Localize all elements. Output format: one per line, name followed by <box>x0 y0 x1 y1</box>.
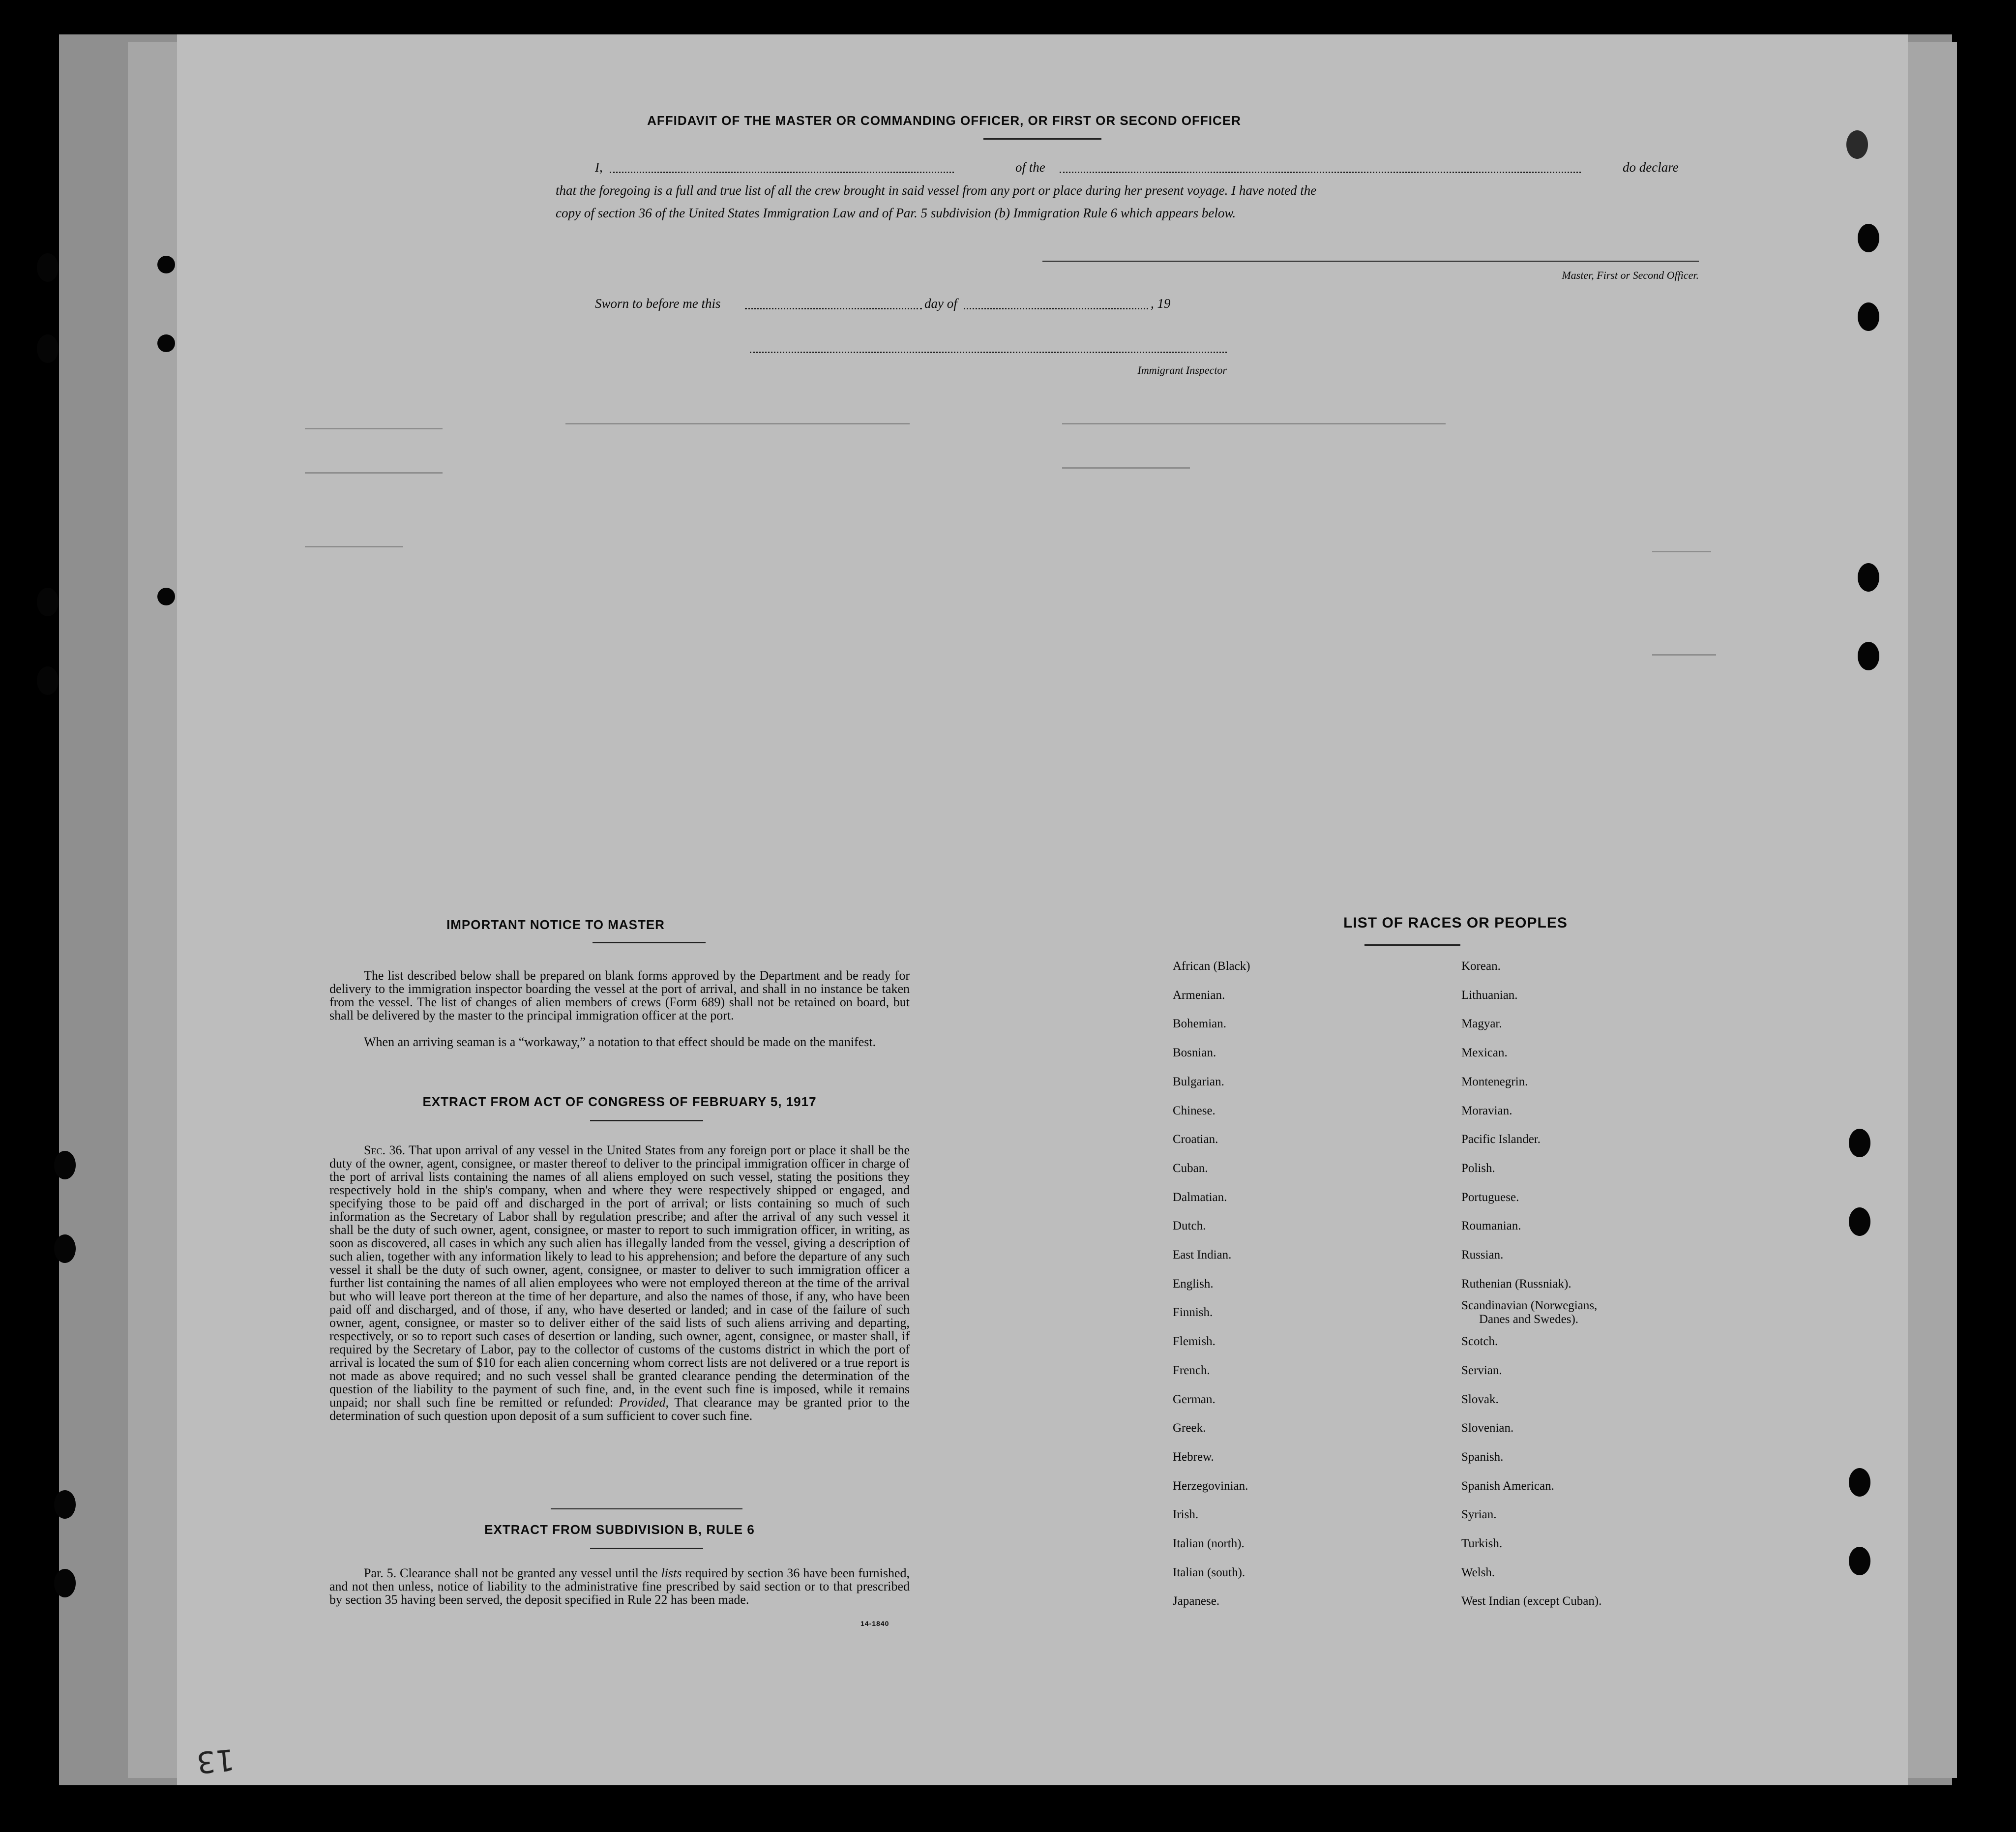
rule-heading: EXTRACT FROM SUBDIVISION B, RULE 6 <box>484 1522 755 1537</box>
notice-paragraph-2: When an arriving seaman is a “workaway,” a notation to that effect should be made on the manifest. <box>364 1035 876 1049</box>
binder-hole <box>1858 224 1879 252</box>
race-item-right: Servian. <box>1461 1363 1502 1377</box>
heading-underline <box>590 1120 703 1121</box>
form-number: 14-1840 <box>860 1620 889 1627</box>
binder-hole <box>1858 302 1879 331</box>
day-of-text: day of <box>924 296 957 311</box>
name-blank[interactable] <box>610 172 954 173</box>
section-36-text <box>329 1143 910 1422</box>
binder-hole <box>1849 1207 1870 1236</box>
race-item-left: Cuban. <box>1173 1161 1208 1175</box>
show-through-mark <box>1062 467 1190 469</box>
race-item-right: Scandinavian (Norwegians, <box>1461 1299 1598 1313</box>
affidavit-line3: copy of section 36 of the United States Immigration Law and of Par. 5 subdivision (b) Immigration Rule 6 which appears below. <box>556 206 1236 220</box>
heading-underline <box>983 138 1101 140</box>
race-item-left: Flemish. <box>1173 1335 1216 1349</box>
race-item-right: Slovenian. <box>1461 1421 1514 1435</box>
race-item-right: Mexican. <box>1461 1046 1508 1060</box>
race-item-right: Roumanian. <box>1461 1219 1521 1233</box>
binder-hole <box>54 1490 76 1519</box>
show-through-mark <box>305 472 443 474</box>
binder-hole <box>37 334 59 363</box>
race-item-left: Bosnian. <box>1173 1046 1216 1060</box>
show-through-mark <box>1062 423 1446 424</box>
race-item-right: Magyar. <box>1461 1017 1502 1031</box>
race-item-right: Moravian. <box>1461 1104 1512 1117</box>
binder-hole <box>157 334 175 352</box>
race-item-right: Spanish American. <box>1461 1479 1554 1493</box>
margin-page-number: 13 <box>195 1742 236 1780</box>
binder-hole <box>1858 642 1879 670</box>
race-item-left: African (Black) <box>1173 960 1250 973</box>
race-item-left: Japanese. <box>1173 1594 1220 1608</box>
race-item-left: Herzegovinian. <box>1173 1479 1248 1493</box>
affidavit-heading: AFFIDAVIT OF THE MASTER OR COMMANDING OFFICER, OR FIRST OR SECOND OFFICER <box>647 113 1241 128</box>
show-through-mark <box>1652 551 1711 552</box>
race-item-right: Welsh. <box>1461 1565 1495 1579</box>
affidavit-line2: that the foregoing is a full and true list of all the crew brought in said vessel from any port or place during her present voyage. I have noted the <box>556 183 1317 198</box>
race-item-right: Spanish. <box>1461 1450 1504 1464</box>
binder-hole <box>54 1234 76 1263</box>
race-item-left: Dutch. <box>1173 1219 1206 1233</box>
heading-underline <box>1364 944 1460 946</box>
binder-hole <box>54 1569 76 1597</box>
section-label: Sec. 36. <box>364 1143 405 1157</box>
race-item-left: Bulgarian. <box>1173 1075 1224 1088</box>
heading-underline <box>593 942 706 943</box>
race-item-left: Croatian. <box>1173 1133 1218 1146</box>
race-item-left: East Indian. <box>1173 1248 1232 1261</box>
rule-text-after: required by section 36 have been furnished, and not then unless, notice of liability to the administrative fine prescribed by said section or to that prescribed by section 35 having been served, the deposit specified in Rule 22 has been made. <box>329 1566 910 1607</box>
affidavit-line1-of-the: of the <box>1015 160 1045 175</box>
race-item-left: Greek. <box>1173 1421 1206 1435</box>
race-item-right: Korean. <box>1461 960 1501 973</box>
provided-label: Provided, <box>619 1395 669 1410</box>
notice-heading: IMPORTANT NOTICE TO MASTER <box>446 917 665 932</box>
race-item-left: Italian (south). <box>1173 1565 1245 1579</box>
race-item-right: Russian. <box>1461 1248 1504 1261</box>
provided-text: That clearance may be granted prior to the determination of such question upon deposit of a sum sufficient to cover such fine. <box>329 1395 910 1423</box>
race-item-left: Armenian. <box>1173 988 1225 1002</box>
heading-underline <box>590 1548 703 1549</box>
race-item-left: French. <box>1173 1363 1210 1377</box>
act-heading: EXTRACT FROM ACT OF CONGRESS OF FEBRUARY 5, 1917 <box>422 1094 817 1109</box>
race-item-right: Syrian. <box>1461 1508 1497 1522</box>
race-item-left: Italian (north). <box>1173 1537 1245 1550</box>
binder-hole <box>54 1151 76 1179</box>
race-item-right: Turkish. <box>1461 1537 1503 1550</box>
race-item-left: Chinese. <box>1173 1104 1216 1117</box>
show-through-mark <box>565 423 910 424</box>
race-item-left: English. <box>1173 1277 1214 1291</box>
section-divider <box>551 1508 742 1509</box>
show-through-mark <box>1652 654 1716 656</box>
race-item-right: Ruthenian (Russniak). <box>1461 1277 1571 1291</box>
race-item-right: Portuguese. <box>1461 1190 1519 1204</box>
inspector-line[interactable] <box>750 352 1227 353</box>
vessel-blank[interactable] <box>1060 172 1581 173</box>
binder-hole <box>37 666 59 695</box>
binder-hole <box>157 256 175 273</box>
sworn-text: Sworn to before me this <box>595 296 721 311</box>
race-item-right: Pacific Islander. <box>1461 1133 1541 1146</box>
show-through-mark <box>305 546 403 547</box>
race-item-left: Finnish. <box>1173 1306 1213 1320</box>
binder-hole <box>1858 563 1879 592</box>
race-item-left: Dalmatian. <box>1173 1190 1227 1204</box>
rule-paragraph <box>329 1566 910 1606</box>
signature-caption: Master, First or Second Officer. <box>1562 269 1699 281</box>
race-item-left: Hebrew. <box>1173 1450 1214 1464</box>
document-page <box>177 34 1908 1785</box>
binder-hole <box>1849 1129 1870 1157</box>
race-item-right: Scotch. <box>1461 1335 1498 1349</box>
binder-hole <box>37 588 59 616</box>
binder-hole <box>1849 1547 1870 1575</box>
affidavit-line1-i: I, <box>595 160 603 175</box>
binder-hole <box>1849 1468 1870 1497</box>
signature-line[interactable] <box>1042 261 1699 262</box>
day-blank[interactable] <box>745 308 922 309</box>
race-item-right: West Indian (except Cuban). <box>1461 1594 1602 1608</box>
race-item-right: Polish. <box>1461 1161 1495 1175</box>
race-item-right-continuation: Danes and Swedes). <box>1479 1313 1579 1326</box>
month-blank[interactable] <box>964 308 1148 309</box>
binder-hole <box>37 253 59 282</box>
rule-text-before: Par. 5. Clearance shall not be granted any vessel until the <box>364 1566 658 1580</box>
year-prefix: , 19 <box>1151 296 1171 311</box>
race-item-right: Lithuanian. <box>1461 988 1518 1002</box>
race-item-left: German. <box>1173 1392 1216 1406</box>
race-item-left: Irish. <box>1173 1508 1199 1522</box>
race-item-left: Bohemian. <box>1173 1017 1227 1031</box>
affidavit-line1-do-declare: do declare <box>1623 160 1679 175</box>
notice-paragraph-1: The list described below shall be prepared on blank forms approved by the Department and be ready for delivery to the immigration inspector boarding the vessel at the port of arrival, and shall in no instance be taken from the vessel. The list of changes of alien members of crews (Form 689) shall not be retained on board, but shall be delivered by the master to the principal immigration officer at the port. <box>329 968 910 1022</box>
inspector-caption: Immigrant Inspector <box>1137 364 1227 376</box>
race-item-right: Montenegrin. <box>1461 1075 1528 1088</box>
race-item-right: Slovak. <box>1461 1392 1499 1406</box>
show-through-mark <box>305 428 443 429</box>
rule-lists-word: lists <box>661 1566 682 1580</box>
races-heading: LIST OF RACES OR PEOPLES <box>1343 915 1568 931</box>
binder-hole <box>157 588 175 605</box>
section-body: That upon arrival of any vessel in the United States from any foreign port or place it shall be the duty of the owner, agent, consignee, or master thereof to deliver to the principal immigration officer in charge of the port of arrival lists containing the names of all aliens employed on such vessel, stating the positions they respectively hold in the ship's company, when and where they were respectively shipped or engaged, and specifying those to be paid off and discharged in the port of arrival; or lists containing so much of such information as the Secretary of Labor shall by regulation prescribe; and after the arrival of any such vessel it shall be the duty of such owner, agent, consignee, or master to report to such immigration officer, in writing, as soon as discovered, all cases in which any such alien has illegally landed from the vessel, giving a description of such alien, together with any information likely to lead to his apprehension; and before the departure of any such vessel it shall be the duty of such owner, agent, consignee, or master to deliver to such immigration officer a further list containing the names of all alien employees who were not employed thereon at the time of the arrival but who will leave port thereon at the time of her departure, and also the names of those, if any, who have been paid off and discharged, and of those, if any, who have deserted or landed; and in case of the failure of such owner, agent, consignee, or master so to deliver either of the said lists of such aliens arriving and departing, respectively, or so to report such cases of desertion or landing, such owner, agent, consignee, or master shall, if required by the Secretary of Labor, pay to the collector of customs of the customs district in which the port of arrival is located the sum of $10 for each alien concerning whom correct lists are not delivered or a true report is not made as above required; and no such vessel shall be granted clearance pending the determination of the question of the liability to the payment of such fine, and, in the event such fine is imposed, while it remains unpaid; nor shall such fine be remitted or refunded: <box>329 1143 910 1410</box>
binder-hole <box>1846 130 1868 159</box>
